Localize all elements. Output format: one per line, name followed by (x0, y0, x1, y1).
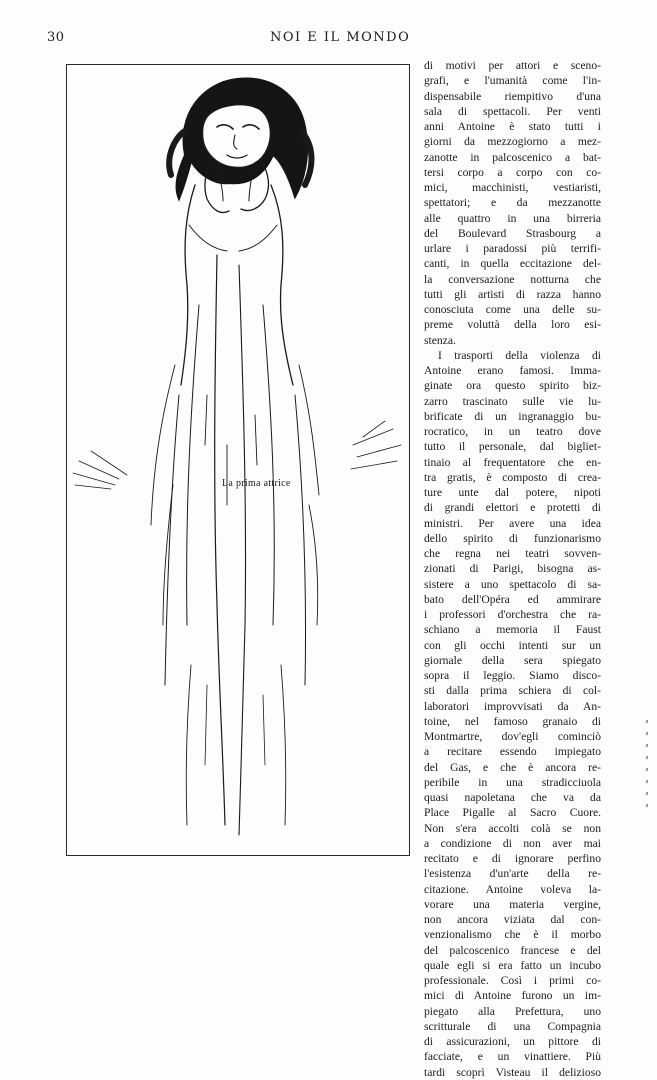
text-line: a condizione di non aver mai (424, 836, 601, 850)
text-line: canti, in quella eccitazione del- (424, 257, 601, 271)
text-line: del palcoscenico francese e del (424, 943, 601, 957)
text-line: tardi scoprì Visteau il delizioso (424, 1065, 601, 1079)
text-line: di motivi per attori e sceno- (424, 59, 601, 72)
text-line: tra gratis, è composto di crea- (424, 470, 601, 484)
text-line: citazione. Antoine voleva la- (424, 882, 601, 896)
text-line: recitato e di ignorare perfino (424, 852, 601, 865)
text-line: schiano a memoria il Faust (424, 623, 601, 637)
page-number: 30 (47, 30, 65, 45)
actress-sketch (67, 65, 411, 857)
text-line: mici di Antoine furono un im- (424, 989, 601, 1003)
text-line: sti dalla prima schiera di col- (424, 684, 601, 698)
text-line: sala di spettacoli. Per venti (424, 104, 601, 118)
text-line: sistere a uno spettacolo di sa- (424, 577, 601, 591)
text-line: alle quattro in una birreria (424, 211, 601, 225)
text-line: di grandi elettori e protetti di (424, 501, 601, 515)
text-line: bato dell'Opéra ed ammirare (424, 592, 601, 606)
page-header (0, 30, 657, 50)
text-line: con gli occhi intenti sur un (424, 638, 601, 652)
illustration-caption: La prima attrice (222, 478, 291, 489)
text-line: mici, macchinisti, vestiaristi, (424, 181, 601, 194)
text-line: Antoine erano famosi. Imma- (424, 364, 601, 377)
text-line: del Gas, e che è ancora re- (424, 760, 601, 774)
text-line: a recitare essendo impiegato (424, 745, 601, 759)
text-line: toine, nel famoso granaio di (424, 714, 601, 728)
text-line: urlare i paradossi più terrifi- (424, 242, 601, 255)
text-line: venzionalismo che è il morbo (424, 928, 601, 942)
text-line: zarro trascinato sulle vie lu- (424, 394, 601, 408)
text-line: quasi napoletana che va da (424, 791, 601, 804)
article-column (424, 58, 601, 1080)
running-title: NOI E IL MONDO (270, 30, 411, 45)
text-line: grafi, e l'umanità come l'in- (424, 74, 601, 88)
text-line: laboratori improvvisati da An- (424, 699, 601, 713)
text-line: giornale della sera spiegato (424, 653, 601, 667)
text-line: professionale. Così i primi co- (424, 974, 601, 987)
text-line: ministri. Per avere una idea (424, 516, 601, 530)
text-line: tinaio al frequentatore che en- (424, 455, 601, 469)
text-line: vorare una materia vergine, (424, 897, 601, 911)
text-line: ginate ora questo spirito biz- (424, 379, 601, 393)
text-line: I trasporti della violenza di (438, 348, 601, 362)
text-line: Place Pigalle al Sacro Cuore. (424, 806, 601, 820)
text-line: l'esistenza d'un'arte della re- (424, 867, 601, 881)
text-line: quale egli si era fatto un incubo (424, 958, 601, 972)
text-line: sopra il leggio. Siamo disco- (424, 669, 601, 682)
text-line: peribile in una stradicciuola (424, 775, 601, 789)
text-line: non ancora viziata dal con- (424, 913, 601, 926)
text-line: scritturale di una Compagnia (424, 1019, 601, 1033)
text-line: conosciuta come una delle su- (424, 303, 601, 316)
text-line: dello spirito di funzionarismo (424, 531, 601, 545)
text-line: piegato alla Prefettura, uno (424, 1004, 601, 1018)
text-line: del Boulevard Strasbourg a (424, 226, 601, 240)
text-line: preme voluttà della loro esi- (424, 318, 601, 332)
text-line: tutti gli artisti di razza hanno (424, 287, 601, 301)
text-line: rocratico, in un teatro dove (424, 425, 601, 438)
text-line: Montmartre, dov'egli cominciò (424, 730, 601, 743)
text-line: facciate, e un vinattiere. Più (424, 1050, 601, 1064)
margin-marks (646, 720, 650, 840)
text-line: giorni da mezzogiorno a mez- (424, 135, 601, 149)
text-line: ture unte dal potere, nipoti (424, 486, 601, 499)
text-line: dispensabile riempitivo d'una (424, 89, 601, 103)
text-line: stenza. (424, 333, 456, 347)
text-line: tutto il personale, dal bigliet- (424, 440, 601, 454)
text-line: di assicurazioni, un pittore di (424, 1035, 601, 1048)
illustration-frame (66, 64, 410, 856)
text-line: zionati di Parigi, bisogna as- (424, 562, 601, 576)
text-line: Non s'era accolti colà se non (424, 821, 601, 835)
text-line: che regna nei teatri sovven- (424, 547, 601, 560)
text-line: zanotte in palcoscenico a bat- (424, 150, 601, 164)
text-line: brificate di un ingranaggio bu- (424, 409, 601, 423)
text-line: la conversazione notturna che (424, 272, 601, 286)
text-line: i professori d'orchestra che ra- (424, 608, 601, 621)
text-line: spettatori; e da mezzanotte (424, 196, 601, 210)
text-line: anni Antoine è stato tutti i (424, 120, 601, 133)
text-line: tersi corpo a corpo con co- (424, 165, 601, 179)
